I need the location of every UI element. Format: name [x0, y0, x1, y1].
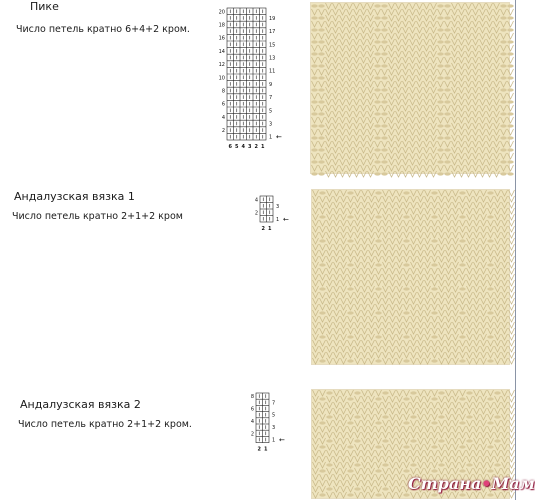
- chart-row-number: 13: [269, 55, 276, 62]
- chart-pique: [213, 8, 292, 152]
- chart-column-number: 1: [268, 226, 272, 232]
- chart-row-number: 11: [269, 68, 276, 75]
- chart-row-number: 1: [271, 437, 276, 444]
- stitch-multiple-andalusian-1: Число петель кратно 2+1+2 кром: [12, 211, 183, 222]
- chart-row-number: 14: [218, 48, 225, 55]
- chart-column-number: 6: [228, 144, 232, 150]
- chart-row-number: 5: [271, 412, 276, 419]
- page-right-border: [515, 0, 516, 500]
- chart-row-number: 20: [218, 9, 225, 16]
- chart-column-number: 3: [248, 144, 252, 150]
- chart-grid: [227, 8, 266, 140]
- chart-row-number: 7: [269, 95, 273, 102]
- row-start-arrow-icon: ←: [283, 215, 289, 224]
- pattern-title-andalusian-1: Андалузская вязка 1: [14, 190, 135, 203]
- stitch-multiple-pique: Число петель кратно 6+4+2 кром.: [16, 24, 190, 35]
- watermark-dot: •: [481, 474, 492, 493]
- chart-row-number: 4: [254, 197, 258, 204]
- pattern-title-pique: Пике: [30, 0, 59, 13]
- knit-texture: [311, 3, 509, 173]
- chart-row-number: 12: [218, 62, 225, 69]
- chart-row-number: 1: [269, 134, 273, 141]
- chart-andalusian-1: [250, 196, 299, 234]
- chart-row-number: 5: [269, 108, 273, 115]
- chart-grid: [260, 196, 273, 222]
- chart-row-number: 6: [250, 406, 255, 413]
- row-start-arrow-icon: ←: [278, 435, 285, 444]
- chart-andalusian-2: [246, 393, 295, 455]
- row-start-arrow-icon: ←: [276, 133, 282, 142]
- chart-row-number: 3: [269, 121, 273, 128]
- chart-row-number: 10: [218, 75, 225, 82]
- chart-column-number: 2: [254, 144, 258, 150]
- chart-row-number: 6: [221, 101, 225, 108]
- chart-grid: [256, 393, 269, 443]
- chart-row-number: 2: [221, 128, 225, 135]
- chart-column-number: 2: [257, 446, 261, 453]
- chart-row-number: 18: [218, 22, 225, 29]
- watermark-suffix: Мам: [491, 474, 535, 493]
- watermark-name: Страна: [408, 474, 482, 493]
- chart-svg: [246, 393, 295, 455]
- chart-svg: [250, 196, 299, 234]
- pattern-title-andalusian-2: Андалузская вязка 2: [20, 398, 141, 411]
- chart-column-number: 2: [261, 226, 265, 232]
- chart-column-number: 5: [235, 144, 239, 150]
- chart-row-number: 3: [271, 425, 276, 432]
- chart-row-number: 9: [269, 81, 273, 88]
- chart-column-number: 4: [241, 144, 245, 150]
- swatch-photo-andalusian-1: [311, 189, 510, 365]
- chart-row-number: 19: [269, 15, 276, 22]
- chart-row-number: 8: [250, 394, 255, 401]
- chart-column-number: 1: [261, 144, 265, 150]
- site-watermark-logo: [408, 474, 535, 498]
- swatch-photo-pique: [310, 2, 510, 174]
- stitch-multiple-andalusian-2: Число петель кратно 2+1+2 кром.: [18, 419, 192, 430]
- chart-row-number: 16: [218, 35, 225, 42]
- chart-row-number: 8: [221, 88, 225, 95]
- chart-row-number: 17: [269, 29, 276, 36]
- chart-row-number: 1: [276, 216, 280, 223]
- chart-svg: [213, 8, 292, 152]
- chart-row-number: 3: [276, 203, 280, 210]
- chart-row-number: 2: [254, 210, 258, 217]
- chart-row-number: 4: [250, 418, 255, 425]
- chart-row-number: 7: [271, 400, 276, 407]
- knit-texture: [312, 190, 509, 364]
- chart-row-number: 2: [250, 431, 255, 438]
- chart-column-number: 1: [264, 446, 268, 453]
- chart-row-number: 15: [269, 42, 276, 49]
- chart-row-number: 4: [221, 114, 225, 121]
